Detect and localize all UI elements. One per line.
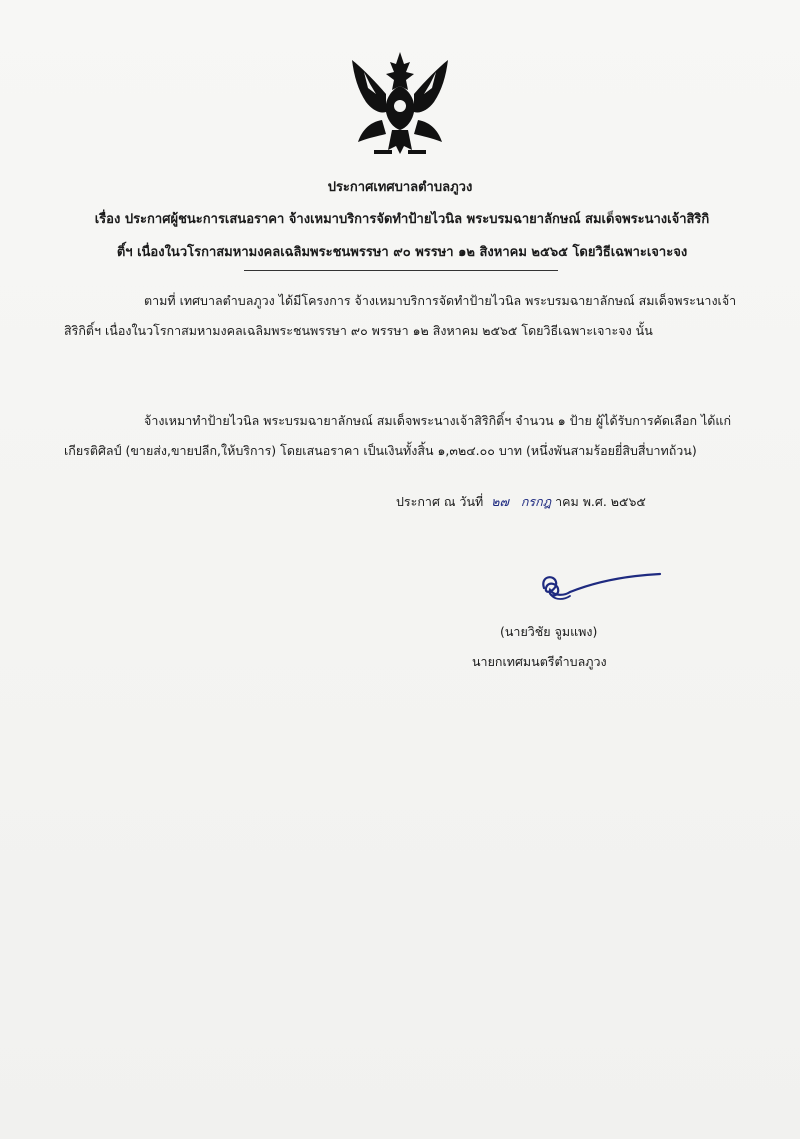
subject-line-2: ติ์ฯ เนื่องในวโรกาสมหามงคลเฉลิมพระชนพรรษา ๙๐ พรรษา ๑๒ สิงหาคม ๒๕๖๕ โดยวิธีเฉพาะเจาะจง	[116, 245, 688, 260]
handwritten-day: ๒๗	[491, 494, 509, 509]
body-paragraph-1	[64, 286, 740, 346]
signer-position: นายกเทศมนตรีตำบลภูวง	[472, 654, 607, 669]
handwritten-month: กรกฎ	[520, 494, 552, 509]
signer-name: (นายวิชัย จูมแพง)	[500, 624, 598, 639]
announcement-date	[396, 492, 646, 512]
document-subject	[64, 203, 740, 269]
announcement-prefix: ประกาศ ณ วันที่	[396, 494, 484, 509]
body-paragraph-2	[64, 406, 740, 466]
subject-line-1: เรื่อง ประกาศผู้ชนะการเสนอราคา จ้างเหมาบริการจัดทำป้ายไวนิล พระบรมฉายาลักษณ์ สมเด็จพระนางเจ้าสิริกิ	[94, 212, 710, 227]
signature-icon	[530, 566, 670, 606]
announcement-month-suffix: าคม พ.ศ. ๒๕๖๕	[555, 494, 646, 509]
paragraph-2-text: จ้างเหมาทำป้ายไวนิล พระบรมฉายาลักษณ์ สมเด็จพระนางเจ้าสิริกิติ์ฯ จำนวน ๑ ป้าย ผู้ได้รับการคัดเลือก ได้แก่ เกียรติศิลป์ (ขายส่ง,ขายปลีก,ให้บริการ) โดยเสนอราคา เป็นเงินทั้งสิ้น ๑,๓๒๔.๐๐ บาท (หนึ่งพันสามร้อยยี่สิบสี่บาทถ้วน)	[64, 413, 732, 458]
document-title: ประกาศเทศบาลตำบลภูวง	[327, 180, 473, 195]
title-divider	[244, 270, 558, 271]
garuda-emblem-icon	[340, 50, 460, 160]
paragraph-1-text: ตามที่ เทศบาลตำบลภูวง ได้มีโครงการ จ้างเหมาบริการจัดทำป้ายไวนิล พระบรมฉายาลักษณ์ สมเด็จพระนางเจ้าสิริกิติ์ฯ เนื่องในวโรกาสมหามงคลเฉลิมพระชนพรรษา ๙๐ พรรษา ๑๒ สิงหาคม ๒๕๖๕ โดยวิธีเฉพาะเจาะจง นั้น	[64, 293, 737, 338]
